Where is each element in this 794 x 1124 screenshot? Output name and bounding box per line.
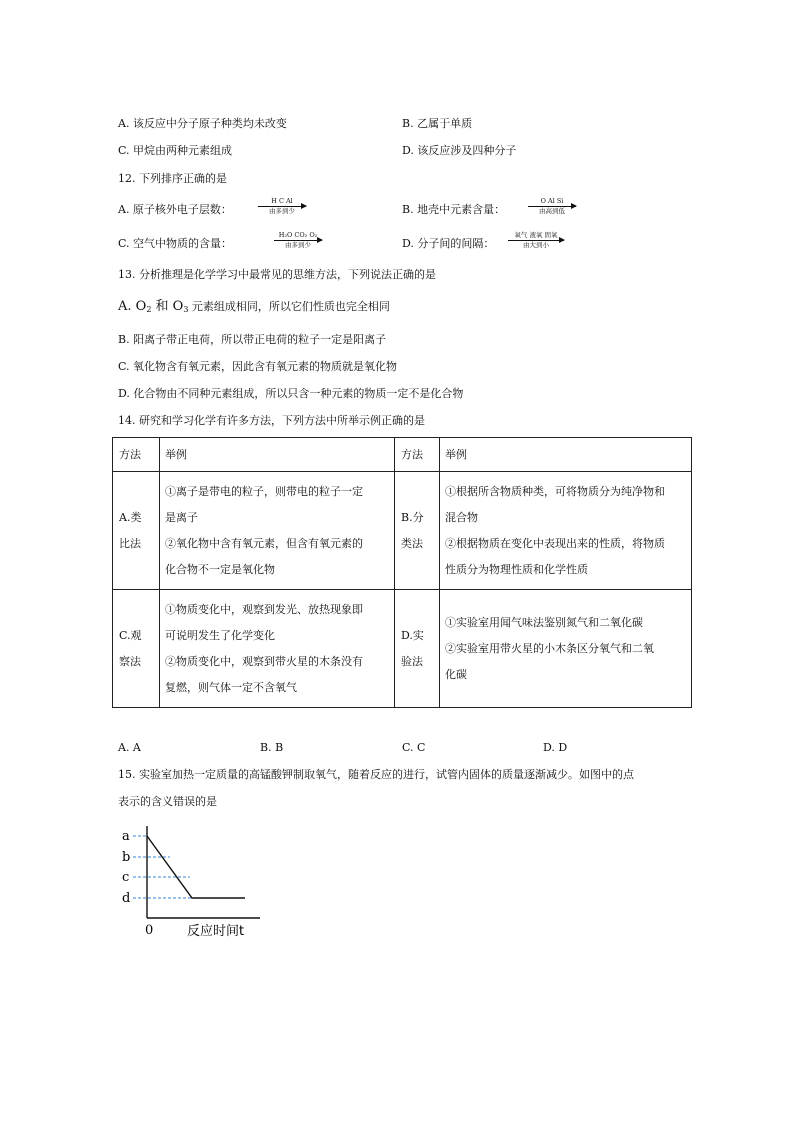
header-example-1: 举例 <box>160 438 395 472</box>
q13-stem: 13. 分析推理是化学学习中最常见的思维方法，下列说法正确的是 <box>118 268 436 281</box>
header-example-2: 举例 <box>440 438 692 472</box>
q12-option-b-label: B. 地壳中元素含量： <box>402 203 506 216</box>
table-row <box>113 472 692 590</box>
q13-a-sub1: 2 <box>146 305 152 314</box>
q14-answer-c: C. C <box>402 741 426 754</box>
header-method-2: 方法 <box>395 438 440 472</box>
q12-option-b-arrow <box>528 198 576 215</box>
example-line: 混合物 <box>445 510 478 524</box>
y-label-d: d <box>122 891 131 906</box>
q15-stem-line2: 表示的含义错误的是 <box>118 795 217 808</box>
arrow-bottom-text: 由大到小 <box>523 241 549 249</box>
example-a <box>160 472 395 590</box>
method-c <box>113 590 160 708</box>
method-b <box>395 472 440 590</box>
example-line: ②物质变化中，观察到带火星的木条没有 <box>165 654 363 668</box>
method-a <box>113 472 160 590</box>
right-arrow-icon <box>528 206 576 207</box>
arrow-top-text: H₂O CO₂ O₂ <box>278 231 318 239</box>
example-d <box>440 590 692 708</box>
method-line: C.观 <box>119 628 142 642</box>
table-header-row <box>113 438 692 472</box>
example-line: 化碳 <box>445 667 467 681</box>
method-d <box>395 590 440 708</box>
right-arrow-icon <box>274 240 322 241</box>
example-line: 性质分为物理性质和化学性质 <box>445 562 588 576</box>
y-label-a: a <box>122 829 130 844</box>
q13-option-c: C. 氧化物含有氧元素，因此含有氧元素的物质就是氧化物 <box>118 360 398 373</box>
method-line: B.分 <box>401 510 424 524</box>
method-line: D.实 <box>401 628 424 642</box>
method-line: 察法 <box>119 654 141 668</box>
arrow-bottom-text: 由多到少 <box>269 207 295 215</box>
example-line: ②实验室用带火星的小木条区分氧气和二氧 <box>445 641 654 655</box>
q14-answer-a: A. A <box>118 741 141 754</box>
q12-option-a-arrow <box>258 198 306 215</box>
q11-option-d: D. 该反应涉及四种分子 <box>402 144 517 157</box>
q12-stem: 12. 下列排序正确的是 <box>118 172 227 185</box>
q14-stem: 14. 研究和学习化学有许多方法，下列方法中所举示例正确的是 <box>118 414 425 427</box>
arrow-bottom-text: 由高到低 <box>539 207 565 215</box>
arrow-top-text: O Al Si <box>540 197 564 205</box>
q14-table <box>112 437 692 708</box>
method-line: 比法 <box>119 536 141 550</box>
q12-option-c-label: C. 空气中物质的含量： <box>118 237 233 250</box>
arrow-top-text: 氧气 液氧 固氧 <box>514 231 558 239</box>
q13-a-rest: 元素组成相同，所以它们性质也完全相同 <box>188 300 390 313</box>
q13-a-prefix: A. O <box>118 299 147 314</box>
q13-a-sub2: 3 <box>183 305 189 314</box>
q13-option-d: D. 化合物由不同种元素组成，所以只含一种元素的物质一定不是化合物 <box>118 387 464 400</box>
example-line: 可说明发生了化学变化 <box>165 628 275 642</box>
origin-label: 0 <box>145 923 154 938</box>
q11-option-a: A. 该反应中分子原子种类均未改变 <box>118 117 287 130</box>
q15-graph <box>115 822 265 942</box>
q14-answer-d: D. D <box>543 741 568 754</box>
q12-option-d-arrow <box>508 232 564 249</box>
q11-option-b: B. 乙属于单质 <box>402 117 473 130</box>
y-label-c: c <box>122 870 130 885</box>
example-b <box>440 472 692 590</box>
example-line: ②氧化物中含有氧元素，但含有氧元素的 <box>165 536 363 550</box>
right-arrow-icon <box>508 240 564 241</box>
example-line: 是离子 <box>165 510 198 524</box>
y-label-b: b <box>122 850 131 865</box>
mass-curve <box>147 836 245 898</box>
q13-option-a <box>118 300 390 317</box>
example-line: 复燃，则气体一定不含氧气 <box>165 680 297 694</box>
example-line: ①根据所含物质种类，可将物质分为纯净物和 <box>445 484 665 498</box>
example-line: ①实验室用闻气味法鉴别氮气和二氧化碳 <box>445 615 643 629</box>
right-arrow-icon <box>258 206 306 207</box>
q14-answer-b: B. B <box>260 741 284 754</box>
method-line: 验法 <box>401 654 423 668</box>
x-axis-label: 反应时间t <box>187 924 245 939</box>
q12-option-c-arrow <box>274 232 322 249</box>
q12-option-a-label: A. 原子核外电子层数： <box>118 203 232 216</box>
method-line: 类法 <box>401 536 423 550</box>
q13-option-b: B. 阳离子带正电荷，所以带正电荷的粒子一定是阳离子 <box>118 333 387 346</box>
example-line: 化合物不一定是氧化物 <box>165 562 275 576</box>
q11-option-c: C. 甲烷由两种元素组成 <box>118 144 233 157</box>
arrow-bottom-text: 由多到少 <box>285 241 311 249</box>
q15-stem-line1: 15. 实验室加热一定质量的高锰酸钾制取氧气，随着反应的进行，试管内固体的质量逐渐减少。如图中的点 <box>118 768 634 781</box>
example-c <box>160 590 395 708</box>
example-line: ①物质变化中，观察到发光、放热现象即 <box>165 602 363 616</box>
method-line: A.类 <box>119 510 142 524</box>
q13-a-mid: 和 O <box>151 299 184 314</box>
table-row <box>113 590 692 708</box>
header-method-1: 方法 <box>113 438 160 472</box>
arrow-top-text: H C Al <box>271 197 293 205</box>
example-line: ②根据物质在变化中表现出来的性质，将物质 <box>445 536 665 550</box>
example-line: ①离子是带电的粒子，则带电的粒子一定 <box>165 484 363 498</box>
q12-option-d-label: D. 分子间的间隔： <box>402 237 495 250</box>
